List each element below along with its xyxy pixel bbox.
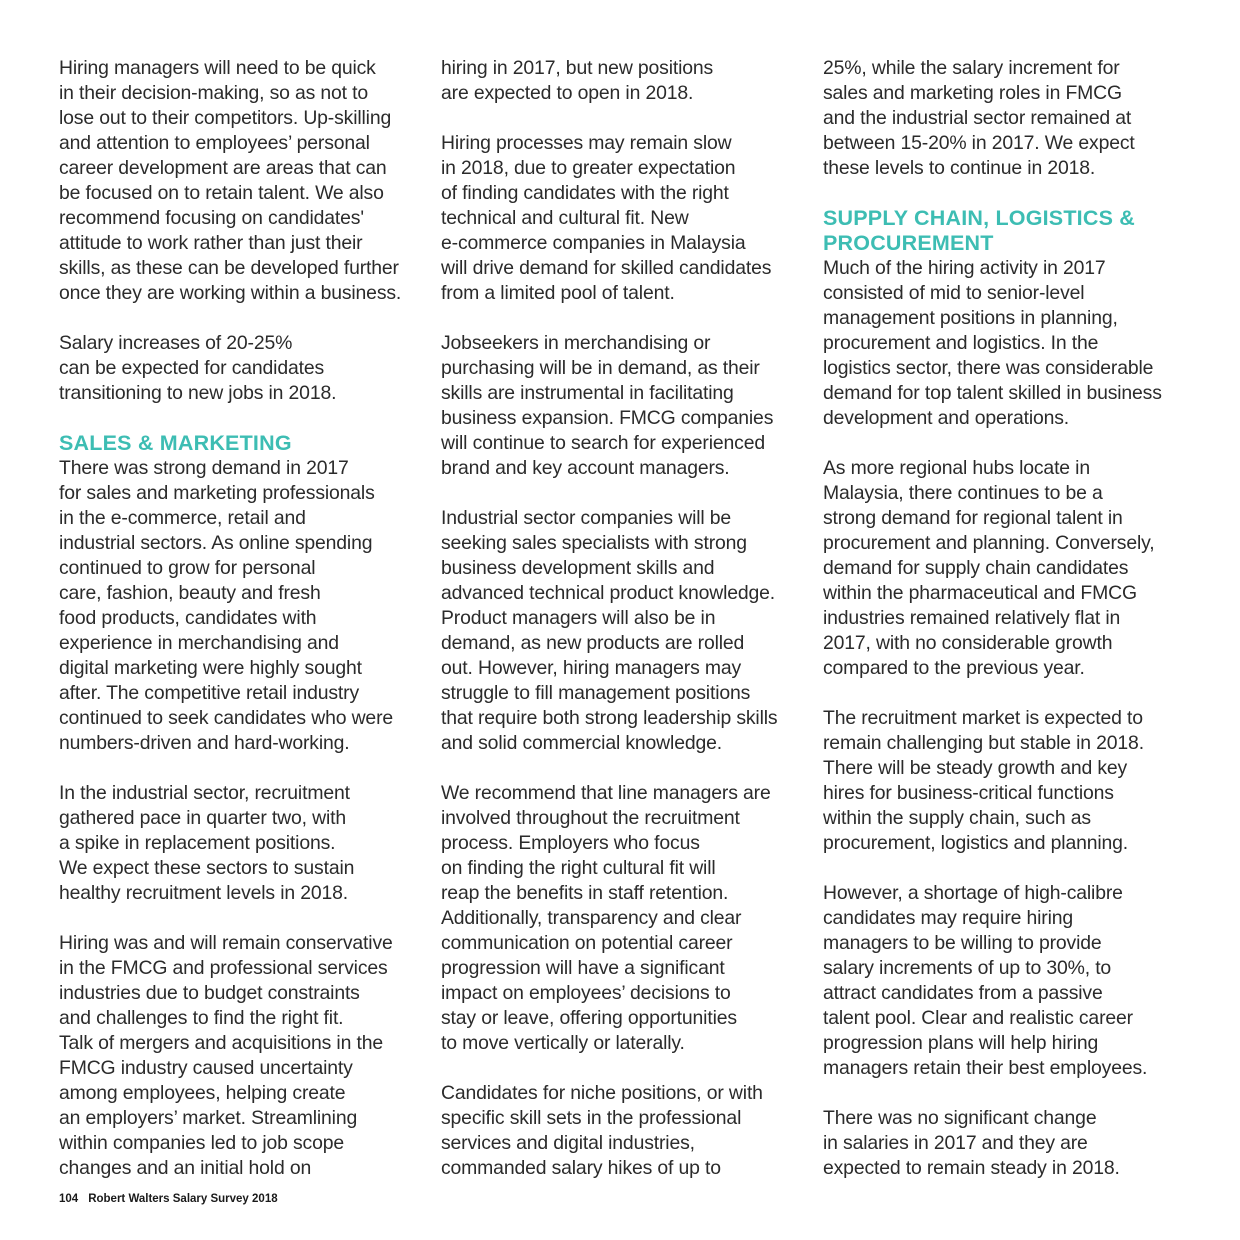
text-line: these levels to continue in 2018. [823, 157, 1096, 179]
text-line: that require both strong leadership skills [441, 707, 778, 729]
paragraph [441, 131, 813, 306]
paragraph-spacer [59, 306, 431, 331]
text-line: in the e-commerce, retail and [59, 507, 306, 529]
text-line: logistics sector, there was considerable [823, 357, 1154, 379]
text-line: skills are instrumental in facilitating [441, 382, 734, 404]
text-line: salary increments of up to 30%, to [823, 957, 1112, 979]
text-line: advanced technical product knowledge. [441, 582, 776, 604]
text-line: stay or leave, offering opportunities [441, 1007, 737, 1029]
text-line: Industrial sector companies will be [441, 507, 732, 529]
text-line: managers retain their best employees. [823, 1057, 1148, 1079]
text-line: We recommend that line managers are [441, 782, 771, 804]
text-line: seeking sales specialists with strong [441, 532, 747, 554]
paragraph [59, 456, 431, 756]
text-line: specific skill sets in the professional [441, 1107, 742, 1129]
text-line: attract candidates from a passive [823, 982, 1103, 1004]
text-line: digital marketing were highly sought [59, 657, 362, 679]
text-line: are expected to open in 2018. [441, 82, 694, 104]
text-line: progression plans will help hiring [823, 1032, 1099, 1054]
text-line: industries due to budget constraints [59, 982, 360, 1004]
text-line: candidates may require hiring [823, 907, 1074, 929]
text-line: attitude to work rather than just their [59, 232, 363, 254]
text-line: FMCG industry caused uncertainty [59, 1057, 353, 1079]
text-line: procurement, logistics and planning. [823, 832, 1129, 854]
text-line: consisted of mid to senior-level [823, 282, 1085, 304]
text-line: recommend focusing on candidates' [59, 207, 364, 229]
text-line: expected to remain steady in 2018. [823, 1157, 1120, 1179]
text-line: for sales and marketing professionals [59, 482, 375, 504]
text-line: Salary increases of 20-25% [59, 332, 293, 354]
text-line: demand for supply chain candidates [823, 557, 1129, 579]
text-line: There was no significant change [823, 1107, 1097, 1129]
paragraph [441, 781, 813, 1056]
section-heading [59, 431, 431, 456]
text-line: remain challenging but stable in 2018. [823, 732, 1144, 754]
paragraph [823, 56, 1195, 181]
text-line: However, a shortage of high-calibre [823, 882, 1123, 904]
text-line: involved throughout the recruitment [441, 807, 740, 829]
text-line: Hiring processes may remain slow [441, 132, 732, 154]
text-line: development and operations. [823, 407, 1070, 429]
text-line: food products, candidates with [59, 607, 317, 629]
text-line: will continue to search for experienced [441, 432, 765, 454]
text-line: industries remained relatively flat in [823, 607, 1121, 629]
text-line: and attention to employees’ personal [59, 132, 370, 154]
paragraph [823, 456, 1195, 681]
text-column-1 [59, 56, 431, 1181]
text-line: procurement and logistics. In the [823, 332, 1099, 354]
text-line: experience in merchandising and [59, 632, 339, 654]
heading-line: SUPPLY CHAIN, LOGISTICS & [823, 206, 1136, 230]
text-line: continued to grow for personal [59, 557, 316, 579]
paragraph-spacer [823, 856, 1195, 881]
text-line: hires for business-critical functions [823, 782, 1114, 804]
paragraph [441, 1081, 813, 1181]
paragraph [441, 331, 813, 481]
paragraph-spacer [441, 306, 813, 331]
text-line: There was strong demand in 2017 [59, 457, 349, 479]
text-line: strong demand for regional talent in [823, 507, 1123, 529]
text-line: struggle to fill management positions [441, 682, 751, 704]
text-line: within the pharmaceutical and FMCG [823, 582, 1137, 604]
text-line: gathered pace in quarter two, with [59, 807, 347, 829]
paragraph-spacer [823, 431, 1195, 456]
text-line: reap the benefits in staff retention. [441, 882, 729, 904]
paragraph [441, 56, 813, 106]
text-line: Additionally, transparency and clear [441, 907, 742, 929]
text-line: Candidates for niche positions, or with [441, 1082, 763, 1104]
text-line: can be expected for candidates [59, 357, 324, 379]
text-line: changes and an initial hold on [59, 1157, 312, 1179]
text-line: process. Employers who focus [441, 832, 700, 854]
paragraph-spacer [823, 1081, 1195, 1106]
text-line: demand, as new products are rolled [441, 632, 745, 654]
text-line: among employees, helping create [59, 1082, 346, 1104]
text-line: care, fashion, beauty and fresh [59, 582, 321, 604]
text-line: and challenges to find the right fit. [59, 1007, 344, 1029]
text-line: Hiring was and will remain conservative [59, 932, 393, 954]
text-line: e-commerce companies in Malaysia [441, 232, 746, 254]
text-line: on finding the right cultural fit will [441, 857, 716, 879]
text-line: brand and key account managers. [441, 457, 730, 479]
paragraph-spacer [823, 681, 1195, 706]
paragraph [823, 256, 1195, 431]
paragraph-spacer [823, 181, 1195, 206]
heading-line: PROCUREMENT [823, 231, 994, 255]
paragraph-spacer [441, 756, 813, 781]
text-line: compared to the previous year. [823, 657, 1085, 679]
text-line: Much of the hiring activity in 2017 [823, 257, 1106, 279]
text-column-2 [441, 56, 813, 1181]
text-line: procurement and planning. Conversely, [823, 532, 1155, 554]
paragraph [823, 881, 1195, 1081]
text-line: in their decision-making, so as not to [59, 82, 369, 104]
text-line: As more regional hubs locate in [823, 457, 1090, 479]
text-line: an employers’ market. Streamlining [59, 1107, 358, 1129]
text-line: once they are working within a business. [59, 282, 402, 304]
text-line: healthy recruitment levels in 2018. [59, 882, 348, 904]
paragraph-spacer [59, 756, 431, 781]
text-line: and the industrial sector remained at [823, 107, 1132, 129]
paragraph [441, 506, 813, 756]
text-line: progression will have a significant [441, 957, 725, 979]
text-line: a spike in replacement positions. [59, 832, 336, 854]
text-line: between 15-20% in 2017. We expect [823, 132, 1135, 154]
text-line: from a limited pool of talent. [441, 282, 675, 304]
text-line: Hiring managers will need to be quick [59, 57, 376, 79]
page-footer [59, 1193, 278, 1205]
text-line: industrial sectors. As online spending [59, 532, 373, 554]
text-line: business expansion. FMCG companies [441, 407, 774, 429]
text-line: sales and marketing roles in FMCG [823, 82, 1122, 104]
paragraph-spacer [441, 106, 813, 131]
publication-title: Robert Walters Salary Survey 2018 [88, 1193, 278, 1205]
text-line: management positions in planning, [823, 307, 1118, 329]
text-line: demand for top talent skilled in business [823, 382, 1162, 404]
text-line: managers to be willing to provide [823, 932, 1102, 954]
text-line: Talk of mergers and acquisitions in the [59, 1032, 383, 1054]
paragraph [823, 706, 1195, 856]
paragraph-spacer [441, 1056, 813, 1081]
text-line: We expect these sectors to sustain [59, 857, 355, 879]
text-line: Malaysia, there continues to be a [823, 482, 1103, 504]
text-line: talent pool. Clear and realistic career [823, 1007, 1133, 1029]
text-line: within companies led to job scope [59, 1132, 345, 1154]
text-line: transitioning to new jobs in 2018. [59, 382, 337, 404]
paragraph [823, 1106, 1195, 1181]
text-line: skills, as these can be developed further [59, 257, 399, 279]
text-line: 25%, while the salary increment for [823, 57, 1120, 79]
text-line: commanded salary hikes of up to [441, 1157, 721, 1179]
text-line: and solid commercial knowledge. [441, 732, 722, 754]
paragraph-spacer [59, 906, 431, 931]
text-line: technical and cultural fit. New [441, 207, 689, 229]
text-line: lose out to their competitors. Up-skilling [59, 107, 392, 129]
text-line: after. The competitive retail industry [59, 682, 360, 704]
text-line: numbers-driven and hard-working. [59, 732, 350, 754]
text-line: business development skills and [441, 557, 715, 579]
text-line: In the industrial sector, recruitment [59, 782, 350, 804]
text-line: communication on potential career [441, 932, 733, 954]
text-line: in the FMCG and professional services [59, 957, 388, 979]
text-line: will drive demand for skilled candidates [441, 257, 772, 279]
text-line: out. However, hiring managers may [441, 657, 742, 679]
text-line: of finding candidates with the right [441, 182, 729, 204]
heading-line: SALES & MARKETING [59, 431, 292, 455]
text-line: to move vertically or laterally. [441, 1032, 685, 1054]
page-number: 104 [59, 1193, 79, 1205]
paragraph [59, 931, 431, 1181]
text-line: in 2018, due to greater expectation [441, 157, 736, 179]
text-line: be focused on to retain talent. We also [59, 182, 384, 204]
paragraph [59, 56, 431, 306]
text-line: services and digital industries, [441, 1132, 695, 1154]
text-line: There will be steady growth and key [823, 757, 1128, 779]
paragraph [59, 781, 431, 906]
section-heading [823, 206, 1195, 256]
text-line: career development are areas that can [59, 157, 387, 179]
text-line: in salaries in 2017 and they are [823, 1132, 1088, 1154]
text-line: hiring in 2017, but new positions [441, 57, 714, 79]
text-line: within the supply chain, such as [823, 807, 1091, 829]
text-line: The recruitment market is expected to [823, 707, 1143, 729]
text-line: 2017, with no considerable growth [823, 632, 1113, 654]
text-line: Jobseekers in merchandising or [441, 332, 711, 354]
text-line: impact on employees’ decisions to [441, 982, 731, 1004]
text-line: continued to seek candidates who were [59, 707, 394, 729]
paragraph [59, 331, 431, 406]
text-line: purchasing will be in demand, as their [441, 357, 760, 379]
paragraph-spacer [59, 406, 431, 431]
paragraph-spacer [441, 481, 813, 506]
text-column-3 [823, 56, 1195, 1181]
text-line: Product managers will also be in [441, 607, 716, 629]
